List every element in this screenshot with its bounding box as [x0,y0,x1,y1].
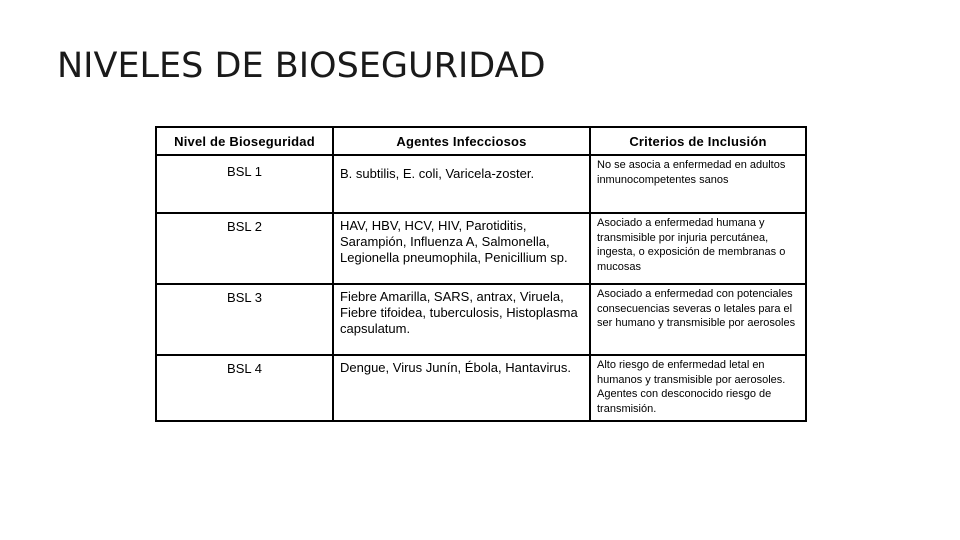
agents-cell: B. subtilis, E. coli, Varicela-zoster. [333,155,590,213]
criteria-cell: Asociado a enfermedad con potenciales consecuencias severas o letales para el ser humano y transmisible por aerosoles [590,284,806,355]
biosafety-levels-table [155,126,807,422]
level-cell: BSL 1 [156,155,333,213]
table-row [156,284,806,355]
table-row [156,355,806,421]
header-agents: Agentes Infecciosos [333,127,590,155]
table-row [156,213,806,284]
slide-title: NIVELES DE BIOSEGURIDAD [57,46,546,86]
level-cell: BSL 2 [156,213,333,284]
agents-cell: HAV, HBV, HCV, HIV, Parotiditis, Sarampión, Influenza A, Salmonella, Legionella pneumophila, Penicillium sp. [333,213,590,284]
table-row [156,155,806,213]
criteria-cell: Asociado a enfermedad humana y transmisible por injuria percutánea, ingesta, o exposición de membranas o mucosas [590,213,806,284]
agents-cell: Fiebre Amarilla, SARS, antrax, Viruela, Fiebre tifoidea, tuberculosis, Histoplasma capsulatum. [333,284,590,355]
level-cell: BSL 4 [156,355,333,421]
header-level: Nivel de Bioseguridad [156,127,333,155]
agents-cell: Dengue, Virus Junín, Ébola, Hantavirus. [333,355,590,421]
level-cell: BSL 3 [156,284,333,355]
table-header-row [156,127,806,155]
criteria-cell: Alto riesgo de enfermedad letal en humanos y transmisible por aerosoles. Agentes con desconocido riesgo de transmisión. [590,355,806,421]
criteria-cell: No se asocia a enfermedad en adultos inmunocompetentes sanos [590,155,806,213]
header-criteria: Criterios de Inclusión [590,127,806,155]
